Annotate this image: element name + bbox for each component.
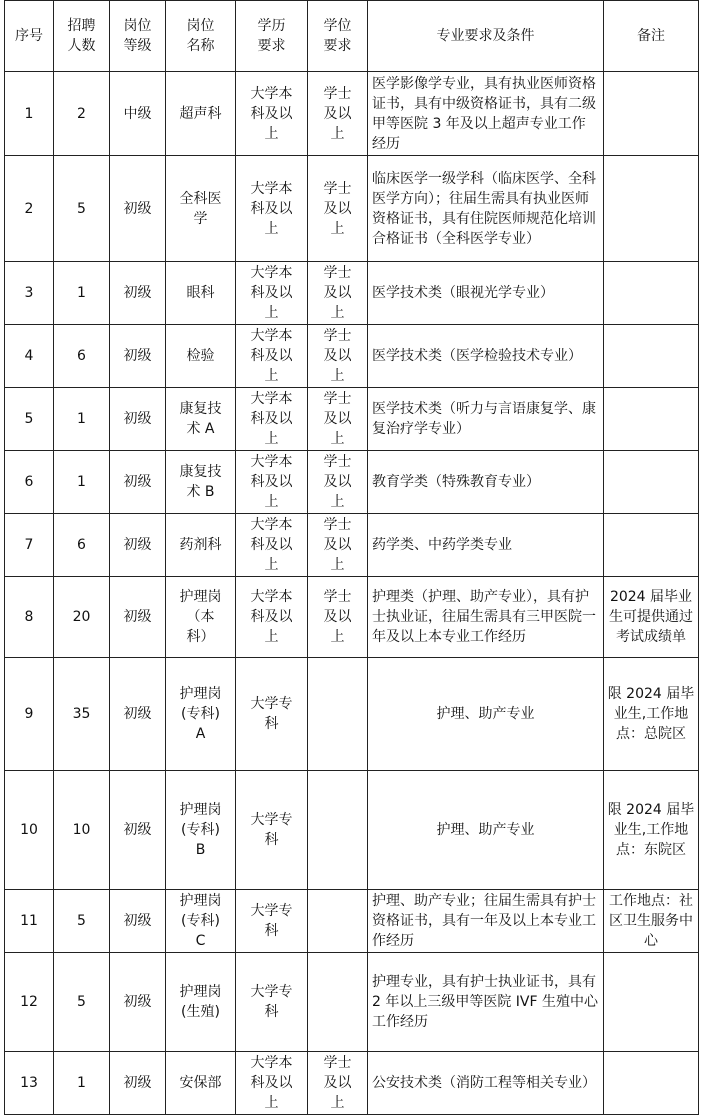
cell-note: 工作地点：社区卫生服务中心 — [604, 890, 699, 953]
cell-req: 医学技术类（医学检验技术专业） — [368, 325, 604, 388]
cell-level: 初级 — [110, 514, 166, 577]
cell-note — [604, 451, 699, 514]
cell-count: 1 — [54, 262, 110, 325]
cell-edu: 大学专 科 — [236, 953, 308, 1052]
header-note: 备注 — [604, 1, 699, 72]
cell-edu: 大学专 科 — [236, 890, 308, 953]
recruitment-table — [4, 0, 699, 1115]
cell-note — [604, 953, 699, 1052]
cell-req: 教育学类（特殊教育专业） — [368, 451, 604, 514]
cell-no: 13 — [5, 1052, 54, 1115]
cell-count: 1 — [54, 451, 110, 514]
cell-post: 药剂科 — [166, 514, 236, 577]
cell-note — [604, 514, 699, 577]
cell-edu: 大学专 科 — [236, 658, 308, 771]
cell-req: 药学类、中药学类专业 — [368, 514, 604, 577]
cell-note: 限 2024 届毕业生,工作地点：总院区 — [604, 658, 699, 771]
cell-req: 医学技术类（听力与言语康复学、康复治疗学专业） — [368, 388, 604, 451]
cell-req: 医学技术类（眼视光学专业） — [368, 262, 604, 325]
cell-count: 6 — [54, 325, 110, 388]
cell-post: 检验 — [166, 325, 236, 388]
cell-post: 护理岗 （本 科） — [166, 577, 236, 658]
cell-no: 12 — [5, 953, 54, 1052]
cell-level: 初级 — [110, 262, 166, 325]
table-row — [5, 325, 699, 388]
cell-level: 中级 — [110, 72, 166, 156]
cell-count: 10 — [54, 771, 110, 890]
cell-level: 初级 — [110, 658, 166, 771]
cell-degree — [308, 953, 368, 1052]
cell-note — [604, 72, 699, 156]
cell-degree: 学士 及以 上 — [308, 514, 368, 577]
cell-req: 护理类（护理、助产专业），具有护士执业证，往届生需具有三甲医院一年及以上本专业工作经历 — [368, 577, 604, 658]
cell-edu: 大学本 科及以 上 — [236, 325, 308, 388]
cell-edu: 大学本 科及以 上 — [236, 262, 308, 325]
cell-edu: 大学本 科及以 上 — [236, 156, 308, 262]
cell-degree: 学士 及以 上 — [308, 577, 368, 658]
cell-count: 35 — [54, 658, 110, 771]
cell-degree: 学士 及以 上 — [308, 451, 368, 514]
cell-post: 护理岗 (生殖) — [166, 953, 236, 1052]
cell-no: 10 — [5, 771, 54, 890]
cell-count: 5 — [54, 953, 110, 1052]
cell-no: 1 — [5, 72, 54, 156]
table-row — [5, 514, 699, 577]
cell-note — [604, 388, 699, 451]
cell-edu: 大学专 科 — [236, 771, 308, 890]
cell-degree — [308, 771, 368, 890]
cell-count: 5 — [54, 156, 110, 262]
table-row — [5, 1052, 699, 1115]
cell-edu: 大学本 科及以 上 — [236, 577, 308, 658]
cell-no: 9 — [5, 658, 54, 771]
cell-req: 护理专业，具有护士执业证书，具有 2 年以上三级甲等医院 IVF 生殖中心工作经历 — [368, 953, 604, 1052]
cell-note — [604, 1052, 699, 1115]
cell-level: 初级 — [110, 577, 166, 658]
cell-post: 超声科 — [166, 72, 236, 156]
table-row — [5, 953, 699, 1052]
cell-no: 4 — [5, 325, 54, 388]
header-edu: 学历 要求 — [236, 1, 308, 72]
cell-post: 安保部 — [166, 1052, 236, 1115]
table-row — [5, 577, 699, 658]
cell-level: 初级 — [110, 325, 166, 388]
header-post: 岗位 名称 — [166, 1, 236, 72]
table-row — [5, 262, 699, 325]
cell-post: 护理岗 (专科) B — [166, 771, 236, 890]
cell-no: 2 — [5, 156, 54, 262]
cell-post: 康复技 术 A — [166, 388, 236, 451]
header-level: 岗位 等级 — [110, 1, 166, 72]
cell-degree: 学士 及以 上 — [308, 72, 368, 156]
cell-level: 初级 — [110, 451, 166, 514]
cell-degree — [308, 658, 368, 771]
table-row — [5, 658, 699, 771]
cell-level: 初级 — [110, 890, 166, 953]
cell-req: 护理、助产专业；往届生需具有护士资格证书，具有一年及以上本专业工作经历 — [368, 890, 604, 953]
cell-req: 临床医学一级学科（临床医学、全科医学方向）；往届生需具有执业医师资格证书，具有住院医师规范化培训合格证书（全科医学专业） — [368, 156, 604, 262]
cell-no: 7 — [5, 514, 54, 577]
cell-post: 眼科 — [166, 262, 236, 325]
cell-degree: 学士 及以 上 — [308, 1052, 368, 1115]
cell-post: 全科医 学 — [166, 156, 236, 262]
cell-level: 初级 — [110, 388, 166, 451]
cell-count: 5 — [54, 890, 110, 953]
cell-post: 护理岗 (专科) C — [166, 890, 236, 953]
header-req: 专业要求及条件 — [368, 1, 604, 72]
cell-count: 2 — [54, 72, 110, 156]
header-no: 序号 — [5, 1, 54, 72]
cell-degree: 学士 及以 上 — [308, 262, 368, 325]
cell-level: 初级 — [110, 1052, 166, 1115]
cell-level: 初级 — [110, 771, 166, 890]
cell-edu: 大学本 科及以 上 — [236, 451, 308, 514]
table-row — [5, 771, 699, 890]
cell-req: 医学影像学专业，具有执业医师资格证书，具有中级资格证书，具有二级甲等医院 3 年及以上超声专业工作经历 — [368, 72, 604, 156]
cell-count: 20 — [54, 577, 110, 658]
cell-edu: 大学本 科及以 上 — [236, 72, 308, 156]
cell-no: 6 — [5, 451, 54, 514]
table-row — [5, 890, 699, 953]
cell-post: 护理岗 (专科) A — [166, 658, 236, 771]
table-row — [5, 451, 699, 514]
cell-post: 康复技 术 B — [166, 451, 236, 514]
table-header-row — [5, 1, 699, 72]
cell-edu: 大学本 科及以 上 — [236, 1052, 308, 1115]
cell-no: 5 — [5, 388, 54, 451]
table-row — [5, 388, 699, 451]
cell-note — [604, 325, 699, 388]
cell-no: 3 — [5, 262, 54, 325]
cell-level: 初级 — [110, 953, 166, 1052]
cell-note — [604, 262, 699, 325]
cell-degree: 学士 及以 上 — [308, 156, 368, 262]
cell-note: 2024 届毕业生可提供通过考试成绩单 — [604, 577, 699, 658]
cell-degree: 学士 及以 上 — [308, 325, 368, 388]
header-count: 招聘 人数 — [54, 1, 110, 72]
cell-edu: 大学本 科及以 上 — [236, 388, 308, 451]
header-degree: 学位 要求 — [308, 1, 368, 72]
cell-req: 公安技术类（消防工程等相关专业） — [368, 1052, 604, 1115]
cell-edu: 大学本 科及以 上 — [236, 514, 308, 577]
cell-degree — [308, 890, 368, 953]
table-row — [5, 156, 699, 262]
cell-note — [604, 156, 699, 262]
cell-no: 11 — [5, 890, 54, 953]
cell-req: 护理、助产专业 — [368, 658, 604, 771]
cell-count: 1 — [54, 388, 110, 451]
cell-level: 初级 — [110, 156, 166, 262]
cell-degree: 学士 及以 上 — [308, 388, 368, 451]
cell-note: 限 2024 届毕业生,工作地点：东院区 — [604, 771, 699, 890]
cell-count: 1 — [54, 1052, 110, 1115]
cell-no: 8 — [5, 577, 54, 658]
table-row — [5, 72, 699, 156]
cell-count: 6 — [54, 514, 110, 577]
cell-req: 护理、助产专业 — [368, 771, 604, 890]
